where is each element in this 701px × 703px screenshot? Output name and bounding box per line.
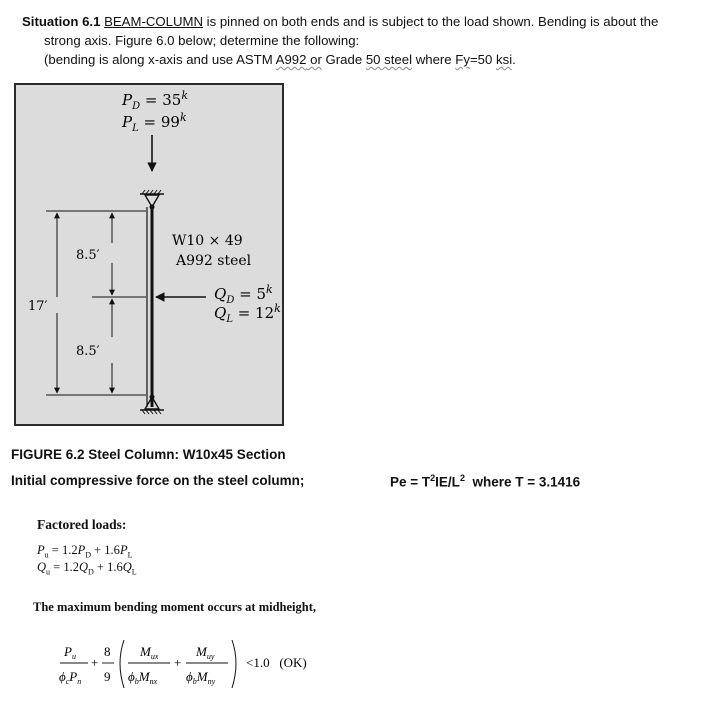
- situation-title: Situation 6.1: [22, 14, 101, 29]
- svg-text:<1.0 (OK): <1.0 (OK): [246, 655, 307, 670]
- problem-line-2: strong axis. Figure 6.0 below; determine the following:: [44, 33, 360, 48]
- problem-statement: [22, 12, 692, 69]
- initial-force-text: Initial compressive force on the steel column;: [11, 473, 305, 488]
- svg-text:9: 9: [104, 669, 111, 684]
- problem-line-3: [22, 50, 692, 69]
- grade-term: Grade: [321, 52, 366, 67]
- problem-line-3-a: (bending is along x-axis and use ASTM: [44, 52, 276, 67]
- euler-formula: $Pe = T^2IE/L^2$ where T = 3.1416: [390, 473, 581, 490]
- svg-text:+: +: [91, 655, 99, 670]
- svg-text:Pu: $P_u$: [64, 644, 76, 661]
- column-diagram: [16, 85, 282, 424]
- a992-term: A992: [275, 52, 307, 67]
- qu-equation: $Q_u = 1.2Q_D + 1.6Q_L$: [37, 560, 137, 577]
- solution-excerpt: [30, 512, 330, 702]
- svg-text:ϕcPn: $\phi_cP_n$: [59, 669, 82, 686]
- svg-text:+: +: [174, 655, 182, 670]
- column-figure: [14, 83, 284, 426]
- dimension-total: [46, 211, 146, 395]
- problem-line-1: [22, 12, 692, 31]
- fy-value: =50: [469, 52, 496, 67]
- pd-label: $P_D = 35^k$: [122, 89, 188, 112]
- steel-label: A992 steel: [176, 253, 252, 269]
- pl-label: $P_L = 99^k$: [122, 111, 187, 134]
- fy-term: Fy: [455, 52, 470, 67]
- interaction-equation: [58, 636, 328, 698]
- svg-text:8: 8: [104, 644, 111, 659]
- svg-text:Mux: $M_{ux}$: [140, 644, 159, 661]
- dimension-top-label: 8.5′: [76, 248, 100, 263]
- ksi-term: ksi: [496, 52, 513, 67]
- max-moment-text: The maximum bending moment occurs at midheight,: [33, 600, 316, 614]
- where-term: where: [412, 52, 456, 67]
- pu-equation: $P_u = 1.2P_D + 1.6P_L$: [37, 543, 133, 560]
- problem-line-1-text: is pinned on both ends and is subject to the load shown. Bending is about the: [203, 14, 659, 29]
- column-member: [147, 207, 152, 407]
- section-label: W10 × 49: [172, 233, 243, 249]
- 50-steel-term: 50 steel: [365, 52, 413, 67]
- top-pin-support: [140, 190, 164, 210]
- dimension-total-label: 17′: [28, 299, 48, 314]
- ql-label: $Q_L = 12^k$: [214, 302, 281, 325]
- factored-loads-title: Factored loads:: [37, 517, 127, 532]
- svg-text:ϕbMnx: $\phi_bM_{nx}$: [128, 669, 158, 686]
- beam-column-term: BEAM-COLUMN: [104, 14, 203, 29]
- figure-caption: FIGURE 6.2 Steel Column: W10x45 Section: [11, 447, 286, 462]
- qd-label: $Q_D = 5^k$: [214, 283, 273, 306]
- svg-text:ϕbMny: $\phi_bM_{ny}$: [186, 669, 216, 686]
- dimension-bottom-label: 8.5′: [76, 344, 100, 359]
- svg-text:Muy: $M_{uy}$: [196, 644, 215, 661]
- period: .: [512, 52, 516, 67]
- or-term: or: [306, 52, 322, 67]
